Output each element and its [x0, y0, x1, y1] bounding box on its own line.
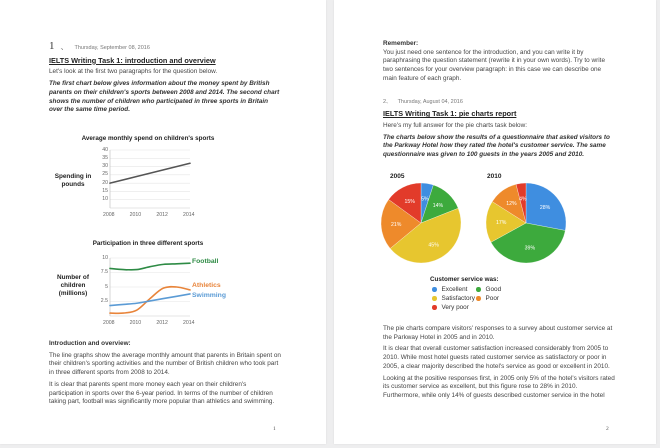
page-title[interactable]: IELTS Writing Task 1: pie charts report — [383, 109, 517, 119]
svg-text:17%: 17% — [496, 220, 507, 227]
pie-2005 — [379, 181, 463, 265]
page-title[interactable]: IELTS Writing Task 1: introduction and overview — [49, 55, 216, 65]
x-tick-label: 2010 — [129, 320, 142, 326]
svg-text:12%: 12% — [506, 200, 517, 207]
x-tick-label: 2014 — [183, 212, 195, 218]
y-tick-label: 15 — [102, 187, 108, 194]
very-poor-dot-icon — [432, 305, 437, 310]
question-text: The first chart below gives information about the money spent by British parents on their children's sports between 2008 and 2014. The second chart shows the number of children who participated in three sports in Britain over the same time period. — [49, 80, 280, 114]
entry-separator: 、 — [60, 42, 69, 51]
page-1-content — [49, 42, 281, 115]
question-text: The charts below show the results of a questionnaire that asked visitors to the Parkway Hotel how they rated the hotel's customer service. The same questionnaire was given to 100 guests in the years 2005 and 2010. — [383, 133, 610, 159]
entry-header — [49, 42, 281, 53]
y-tick-label: 10 — [102, 196, 108, 203]
legend-excellent: Excellent — [432, 286, 467, 293]
good-dot-icon — [476, 287, 481, 292]
entry-number: 1 — [49, 40, 55, 52]
entry-number: 2、 — [383, 98, 392, 105]
x-tick-label: 2014 — [183, 320, 195, 326]
excellent-dot-icon — [432, 287, 437, 292]
legend-very-poor: Very poor — [432, 304, 469, 311]
svg-text:4%: 4% — [519, 196, 527, 203]
page-2-content — [383, 40, 615, 160]
x-tick-label: 2010 — [129, 212, 142, 218]
legend-athletics: Athletics — [192, 282, 221, 289]
legend-swimming: Swimming — [192, 292, 226, 299]
remember-text: You just need one sentence for the introduction, and you can write it by paraphrasing the question statement (rewrite it in your own words). Try to write two sentences for your overview paragraph: in this case we can describe one main feature of each graph. — [383, 48, 605, 82]
chart2-title: Participation in three different sports — [92, 240, 204, 247]
y-tick-label: 2.5 — [100, 298, 108, 304]
svg-text:15%: 15% — [404, 198, 415, 205]
entry-date: Thursday, August 04, 2016 — [397, 98, 463, 105]
poor-dot-icon — [476, 296, 481, 301]
page-number: 1 — [273, 426, 276, 432]
chart2-ylabel: Number of children (millions) — [57, 274, 89, 297]
paragraph-2: It is clear that overall customer satisfaction increased considerably from 2005 to 2010. While most hotel guests rated customer service as satisfactory or poor in 2005, a clear majority described the hotel's service as good or excellent in 2010. — [383, 345, 610, 370]
legend-football: Football — [192, 258, 219, 265]
entry-header — [383, 98, 615, 107]
page-1-body — [49, 340, 281, 407]
svg-text:45%: 45% — [428, 242, 439, 249]
svg-text:5%: 5% — [421, 196, 429, 203]
x-tick-label: 2008 — [103, 320, 115, 326]
satisfactory-dot-icon — [432, 296, 437, 301]
legend-good: Good — [476, 286, 501, 293]
x-tick-label: 2012 — [156, 212, 168, 218]
pie-2005-title: 2005 — [390, 173, 405, 180]
chart1-plot — [110, 150, 190, 208]
page-number: 2 — [606, 426, 609, 432]
svg-text:21%: 21% — [391, 221, 402, 228]
entry-date: Thursday, September 08, 2016 — [74, 45, 150, 51]
page-1 — [0, 0, 326, 444]
legend-poor: Poor — [476, 295, 499, 302]
y-tick-label: 40 — [102, 146, 108, 153]
x-tick-label: 2008 — [103, 212, 115, 218]
svg-text:14%: 14% — [432, 202, 444, 209]
y-tick-label: 35 — [102, 154, 108, 161]
chart2-plot — [110, 258, 190, 316]
chart1-ylabel: Spending in pounds — [54, 173, 92, 188]
pie-2010 — [484, 181, 568, 265]
paragraph-2: It is clear that parents spent more money each year on their children's participation in sports over the 6-year period. In terms of the number of children taking part, football was significantly more popular than athletics and swimming. — [49, 380, 275, 406]
paragraph-1: The line graphs show the average monthly amount that parents in Britain spent on their children's sporting activities and the number of British children who took part in three different sports from 2008 to 2014. — [49, 351, 281, 377]
y-tick-label: 30 — [102, 163, 108, 170]
x-tick-label: 2012 — [156, 320, 168, 326]
chart1-title: Average monthly spend on children's sports — [81, 135, 215, 142]
legend-satisfactory: Satisfactory — [432, 295, 475, 302]
paragraph-1: The pie charts compare visitors' responses to a survey about customer service at the Parkway Hotel in 2005 and in 2010. — [383, 325, 613, 341]
page-2-body — [383, 322, 615, 401]
y-tick-label: 7.5 — [100, 269, 108, 275]
y-tick-label: 25 — [102, 171, 108, 178]
page-2 — [334, 0, 656, 444]
pie-2010-title: 2010 — [487, 173, 502, 180]
intro-line: Let's look at the first two paragraphs for the question below. — [49, 68, 218, 76]
y-tick-label: 10 — [102, 254, 108, 261]
svg-text:28%: 28% — [539, 205, 551, 212]
remember-heading: Remember: — [383, 40, 419, 47]
legend-title: Customer service was: — [430, 276, 499, 283]
paragraph-3: Looking at the positive responses first, in 2005 only 5% of the hotel's visitors rated its customer service as excellent, but this figure rose to 28% in 2010. Furthermore, while only 14% of guests described customer service in the hotel — [383, 374, 615, 399]
intro-line: Here's my full answer for the pie charts task below: — [383, 121, 528, 129]
svg-text:39%: 39% — [524, 245, 536, 252]
section-heading: Introduction and overview: — [49, 340, 131, 347]
y-tick-label: 5 — [105, 283, 108, 290]
y-tick-label: 20 — [102, 179, 108, 186]
